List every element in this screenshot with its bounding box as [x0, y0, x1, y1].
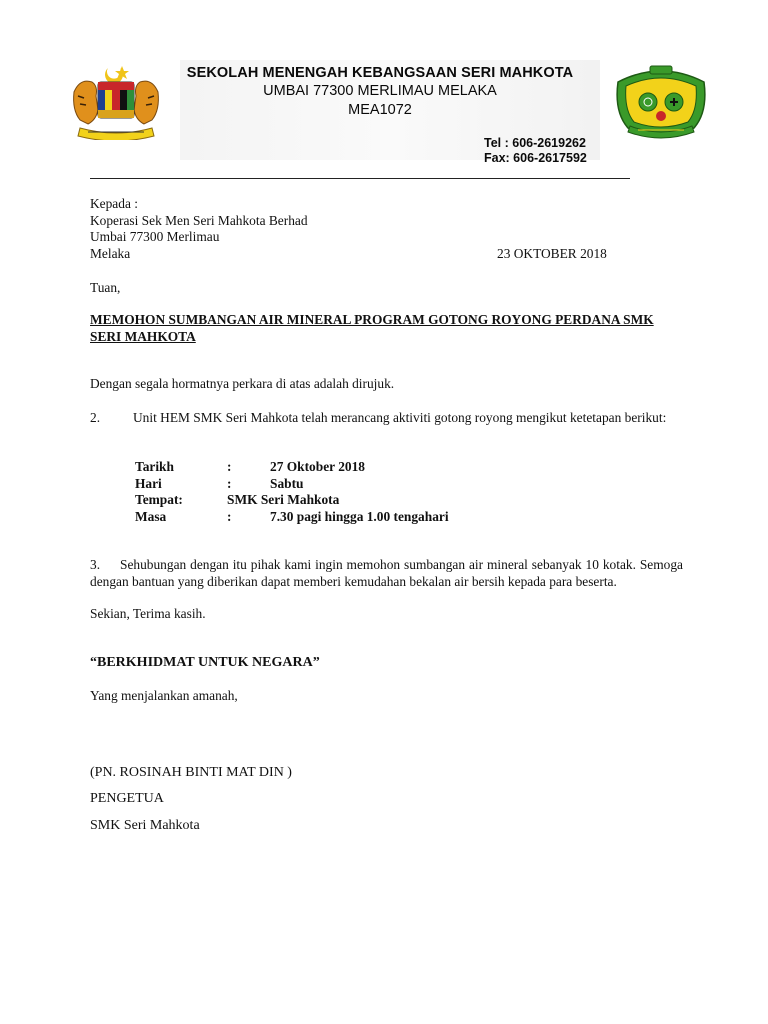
- recipient-state: Melaka: [90, 245, 131, 261]
- paragraph-1: Dengan segala hormatnya perkara di atas adalah dirujuk.: [90, 376, 395, 391]
- paragraph-2-number: 2.: [90, 410, 101, 425]
- signatory-title: PENGETUA: [90, 791, 164, 806]
- detail-row-time: [135, 509, 449, 526]
- letterhead: [180, 64, 580, 120]
- detail-colon: :: [227, 475, 232, 491]
- paragraph-2: [90, 410, 683, 427]
- signatory-school: SMK Seri Mahkota: [90, 818, 200, 833]
- closing-line: Sekian, Terima kasih.: [90, 606, 206, 621]
- detail-label: Tempat:: [135, 492, 183, 507]
- contact-block: [484, 136, 587, 166]
- detail-colon: :: [227, 459, 232, 474]
- detail-row-place: [135, 492, 449, 509]
- recipient-address: [90, 196, 308, 262]
- paragraph-3-text: Sehubungan dengan itu pihak kami ingin memohon sumbangan air mineral sebanyak 10 kotak. Semoga dengan bantuan yang diberikan dapat memberi kemudahan bekalan air bersih kepada para beserta.: [90, 557, 683, 589]
- recipient-label: Kepada :: [90, 196, 138, 211]
- motto: “BERKHIDMAT UNTUK NEGARA”: [90, 655, 320, 670]
- school-name: SEKOLAH MENENGAH KEBANGSAAN SERI MAHKOTA: [186, 65, 574, 81]
- sign-off: Yang menjalankan amanah,: [90, 688, 238, 703]
- activity-details: [135, 459, 449, 525]
- telephone-number: Tel : 606-2619262: [484, 136, 586, 150]
- detail-row-day: [135, 476, 449, 493]
- detail-value: SMK Seri Mahkota: [227, 492, 340, 507]
- detail-value: Sabtu: [270, 475, 304, 491]
- detail-colon: :: [227, 508, 232, 524]
- detail-label: Tarikh: [135, 459, 174, 474]
- recipient-street: Umbai 77300 Merlimau: [90, 229, 220, 244]
- detail-value: 7.30 pagi hingga 1.00 tengahari: [270, 508, 449, 524]
- school-crest-icon: [612, 62, 710, 140]
- detail-label: Masa: [135, 508, 167, 524]
- letter-subject: MEMOHON SUMBANGAN AIR MINERAL PROGRAM GOTONG ROYONG PERDANA SMK SERI MAHKOTA: [90, 312, 654, 344]
- detail-row-date: [135, 459, 449, 476]
- detail-label: Hari: [135, 475, 162, 491]
- header-divider: [90, 178, 630, 179]
- malaysia-coat-of-arms-icon: [66, 62, 166, 140]
- detail-value: 27 Oktober 2018: [270, 459, 365, 474]
- paragraph-2-text: Unit HEM SMK Seri Mahkota telah merancang aktiviti gotong royong mengikut ketetapan berikut:: [133, 410, 667, 425]
- letter-date: 23 OKTOBER 2018: [497, 246, 607, 261]
- paragraph-3-number: 3.: [90, 557, 101, 572]
- fax-number: Fax: 606-2617592: [484, 151, 587, 165]
- signatory-name: (PN. ROSINAH BINTI MAT DIN ): [90, 765, 292, 780]
- salutation: Tuan,: [90, 280, 121, 295]
- recipient-name: Koperasi Sek Men Seri Mahkota Berhad: [90, 212, 308, 228]
- school-address: UMBAI 77300 MERLIMAU MELAKA: [263, 83, 497, 99]
- school-code: MEA1072: [348, 102, 412, 118]
- paragraph-3: [90, 557, 683, 590]
